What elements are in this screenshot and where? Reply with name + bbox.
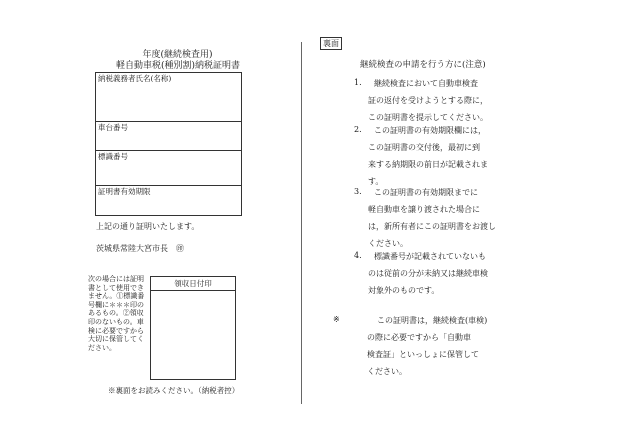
plate-number-row bbox=[96, 151, 241, 186]
notice-number: 4. bbox=[354, 251, 362, 260]
notice-number: 3. bbox=[354, 187, 362, 196]
footnote-line: の際に必要ですから「自動車 bbox=[367, 333, 471, 342]
certificate-table bbox=[95, 72, 242, 216]
back-heading: 継続検査の申請を行う方に(注意) bbox=[360, 60, 486, 70]
certify-statement: 上記の通り証明いたします。 bbox=[96, 222, 200, 231]
notice-line: この証明書の有効期限までに bbox=[374, 188, 478, 197]
notice-line: この証明書の有効期限欄には， bbox=[374, 126, 486, 135]
footnote-line: ください。 bbox=[367, 367, 407, 376]
expiry-row bbox=[96, 186, 241, 217]
footnote-line: 検査証」といっしょに保管して bbox=[367, 350, 479, 359]
notice-line: ください。 bbox=[368, 239, 408, 248]
page-divider bbox=[301, 42, 302, 404]
notice-line: 対象外のものです。 bbox=[368, 286, 440, 295]
certificate-title: 軽自動車税(種別割)納税証明書 bbox=[115, 61, 241, 71]
back-side-label: 裏面 bbox=[320, 37, 342, 50]
notice-number: 1. bbox=[354, 78, 362, 87]
notice-line: す。 bbox=[368, 177, 384, 186]
notice-line: のは従前の分が未納又は継続車検 bbox=[368, 269, 488, 278]
chassis-number-label: 車台番号 bbox=[98, 123, 128, 132]
mayor-signature-line: 茨城県常陸大宮市長 ㊞ bbox=[96, 244, 184, 253]
notice-line: 証の返付を受けようとする際に， bbox=[368, 96, 488, 105]
notice-line: この証明書を提示してください。 bbox=[368, 113, 488, 122]
notice-line: 継続検査において自動車検査 bbox=[374, 79, 478, 88]
notice-line: 来する納期限の前日が記載されま bbox=[368, 160, 488, 169]
taxpayer-name-label: 納税義務者氏名(名称) bbox=[98, 74, 172, 83]
taxpayer-name-row bbox=[96, 73, 241, 122]
certificate-title-year: 年度(継続検査用) bbox=[142, 50, 213, 60]
receipt-stamp-label: 領収日付印 bbox=[151, 277, 235, 291]
receipt-stamp-box bbox=[150, 276, 236, 380]
notice-number: 2. bbox=[354, 125, 362, 134]
plate-number-label: 標識番号 bbox=[98, 152, 128, 161]
notice-line: 軽自動車を譲り渡された場合に bbox=[368, 205, 480, 214]
footnote-line: この証明書は，継続検査(車検) bbox=[377, 316, 488, 325]
usage-note: 次の場合には証明書として使用できません。①標識番号欄に＊＊＊印のあるもの。②領収印のないもの。車検に必要ですから大切に保管してください。 bbox=[88, 275, 145, 352]
read-back-note: ※裏面をお読みください。（納税者控） bbox=[108, 386, 240, 395]
footnote-mark: ※ bbox=[333, 315, 340, 324]
notice-line: この証明書の交付後，最初に到 bbox=[368, 143, 480, 152]
expiry-label: 証明書有効期限 bbox=[98, 187, 151, 196]
notice-line: 標識番号が記載されていないも bbox=[374, 252, 486, 261]
notice-line: は，新所有者にこの証明書をお渡し bbox=[368, 222, 496, 231]
chassis-number-row bbox=[96, 122, 241, 151]
